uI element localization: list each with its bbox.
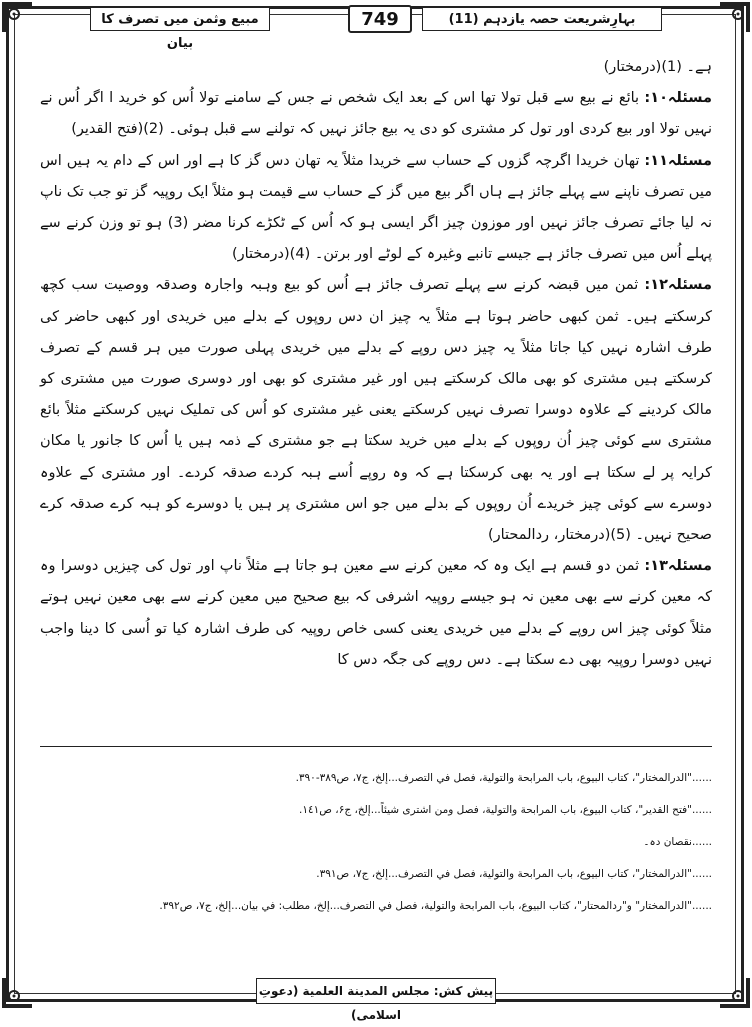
- page-number: 749: [348, 5, 412, 33]
- chapter-title: مبیع وثمن میں تصرف کا بیان: [90, 7, 270, 31]
- page-footer: [256, 978, 496, 1022]
- corner-ornament: [718, 976, 752, 1010]
- masala-12: مسئلہ۱۲: ثمن میں قبضہ کرنے سے پہلے تصرف جائز ہے اُس کو بیع وہبہ واجارہ وصدقہ ووصیت سب کچھ کرسکتے ہیں۔ ثمن کبھی حاضر ہوتا ہے مثلاً یہ چیز ان دس روپوں کے بدلے میں خریدی اور کبھی حاضر کی طرف اشارہ نہیں کیا جاتا مثلاً یہ چیز دس روپے کے بدلے میں خریدی پہلی صورت میں ہر قسم کے تصرف کرسکتے ہیں مشتری کو بھی مالک کرسکتے ہیں اور غیر مشتری کو بھی اور دوسری صورت میں مشتری کو مالک کردینے کے علاوہ دوسرا تصرف نہیں کرسکتے یعنی غیر مشتری کو اُس کی تملیک نہیں کرسکتے مثلاً بائع مشتری سے کوئی چیز اُن روپوں کے بدلے میں خرید سکتا ہے جو مشتری کے ذمہ ہیں یا اُس کا جانور یا مکان کرایہ پر لے سکتا ہے اور یہ بھی کرسکتا ہے کہ وہ روپے اُسے ہبہ کردے صدقہ کردے۔ اور مشتری کے علاوہ دوسرے سے کوئی چیز خریدے اُن روپوں کے بدلے میں جو اس مشتری پر ہیں یا دوسرے کو ہبہ کرے صدقہ کرے صحیح نہیں۔ (5)(درمختار، ردالمحتار): [40, 277, 712, 544]
- footnotes: [40, 762, 712, 922]
- masala-label: مسئلہ۱۰:: [644, 90, 712, 107]
- footnote-3: ......نقصان دہ۔: [643, 836, 712, 848]
- corner-ornament: [0, 976, 34, 1010]
- footnote-5: ......"الدرالمختار" و"ردالمحتار"، کتاب البیوع، باب المرابحة والتولیة، فصل في التصرف...إلخ، مطلب: في بیان...إلخ، ج۷، ص۳۹۲.: [159, 900, 712, 912]
- page-header: [30, 5, 722, 51]
- corner-ornament: [0, 0, 34, 34]
- footer-suffix: (دعوتِ اسلامی): [258, 984, 402, 1022]
- masala-13: مسئلہ۱۳: ثمن دو قسم ہے ایک وہ کہ معین کرنے سے معین ہو جاتا ہے مثلاً ناپ اور تول کی چیزیں دوسرا وہ کہ معین کرنے سے بھی معین نہ ہو جیسے روپیہ اشرفی کہ بیع صحیح میں معین کرنے سے بھی معین نہیں ہوتے مثلاً کوئی چیز اس روپے کے بدلے میں خریدی یعنی کسی خاص روپیہ کی طرف اشارہ کیا تو اُسی کا دینا واجب نہیں دوسرا روپیہ بھی دے سکتا ہے۔ دس روپے کی جگہ دس کا: [40, 558, 712, 668]
- masala-11: مسئلہ۱۱: تھان خریدا اگرچہ گزوں کے حساب سے خریدا مثلاً یہ تھان دس گز کا ہے اور اس کے دام یہ ہیں اس میں تصرف ناپنے سے پہلے جائز ہے ہاں اگر بیع میں گز کے حساب سے قیمت ہو مثلاً ایک روپیہ گز تو جب تک ناپ نہ لیا جائے تصرف جائز نہیں اور موزون چیز اگر ایسی ہو کہ اُس کے ٹکڑے کرنا مضر (3) ہو تو وزن کرنے سے پہلے اُس میں تصرف جائز ہے جیسے تانبے وغیرہ کے لوٹے اور برتن۔ (4)(درمختار): [40, 152, 712, 263]
- corner-ornament: [718, 0, 752, 34]
- book-title: بہارِشریعت حصہ یازدہم (11): [422, 7, 662, 31]
- masala-10: مسئلہ۱۰: بائع نے بیع سے قبل تولا تھا اس کے بعد ایک شخص نے جس کے سامنے تولا اُس کو خرید ا اگر اُس نے نہیں تولا اور بیع کردی اور تول کر مشتری کو دی یہ بیع جائز نہیں کہ تولنے سے قبل ہوئی۔ (2)(فتح القدیر): [40, 90, 712, 138]
- paragraph: ہے۔ (1)(درمختار): [603, 59, 712, 75]
- masala-label: مسئلہ۱۳:: [644, 558, 712, 575]
- main-text: [40, 52, 712, 676]
- publisher-name: مجلس المدینة العلمیة: [302, 984, 430, 998]
- footnote-4: ......"الدرالمختار"، کتاب البیوع، باب المرابحة والتولیة، فصل في التصرف...إلخ، ج۷، ص۳۹۱.: [316, 868, 712, 880]
- footnote-separator: [40, 746, 712, 747]
- footer-prefix: پیش کش:: [433, 984, 494, 998]
- masala-label: مسئلہ۱۱:: [644, 152, 712, 169]
- masala-label: مسئلہ۱۲:: [644, 277, 712, 294]
- footnote-2: ......"فتح القدیر"، کتاب البیوع، باب المرابحة والتولیة، فصل ومن اشتری شیئاً...إلخ، ج۶، ص۱٤۱.: [299, 804, 712, 816]
- footnote-1: ......"الدرالمختار"، کتاب البیوع، باب المرابحة والتولیة، فصل في التصرف...إلخ، ج۷، ص۳۸۹-۳۹۰.: [295, 772, 712, 784]
